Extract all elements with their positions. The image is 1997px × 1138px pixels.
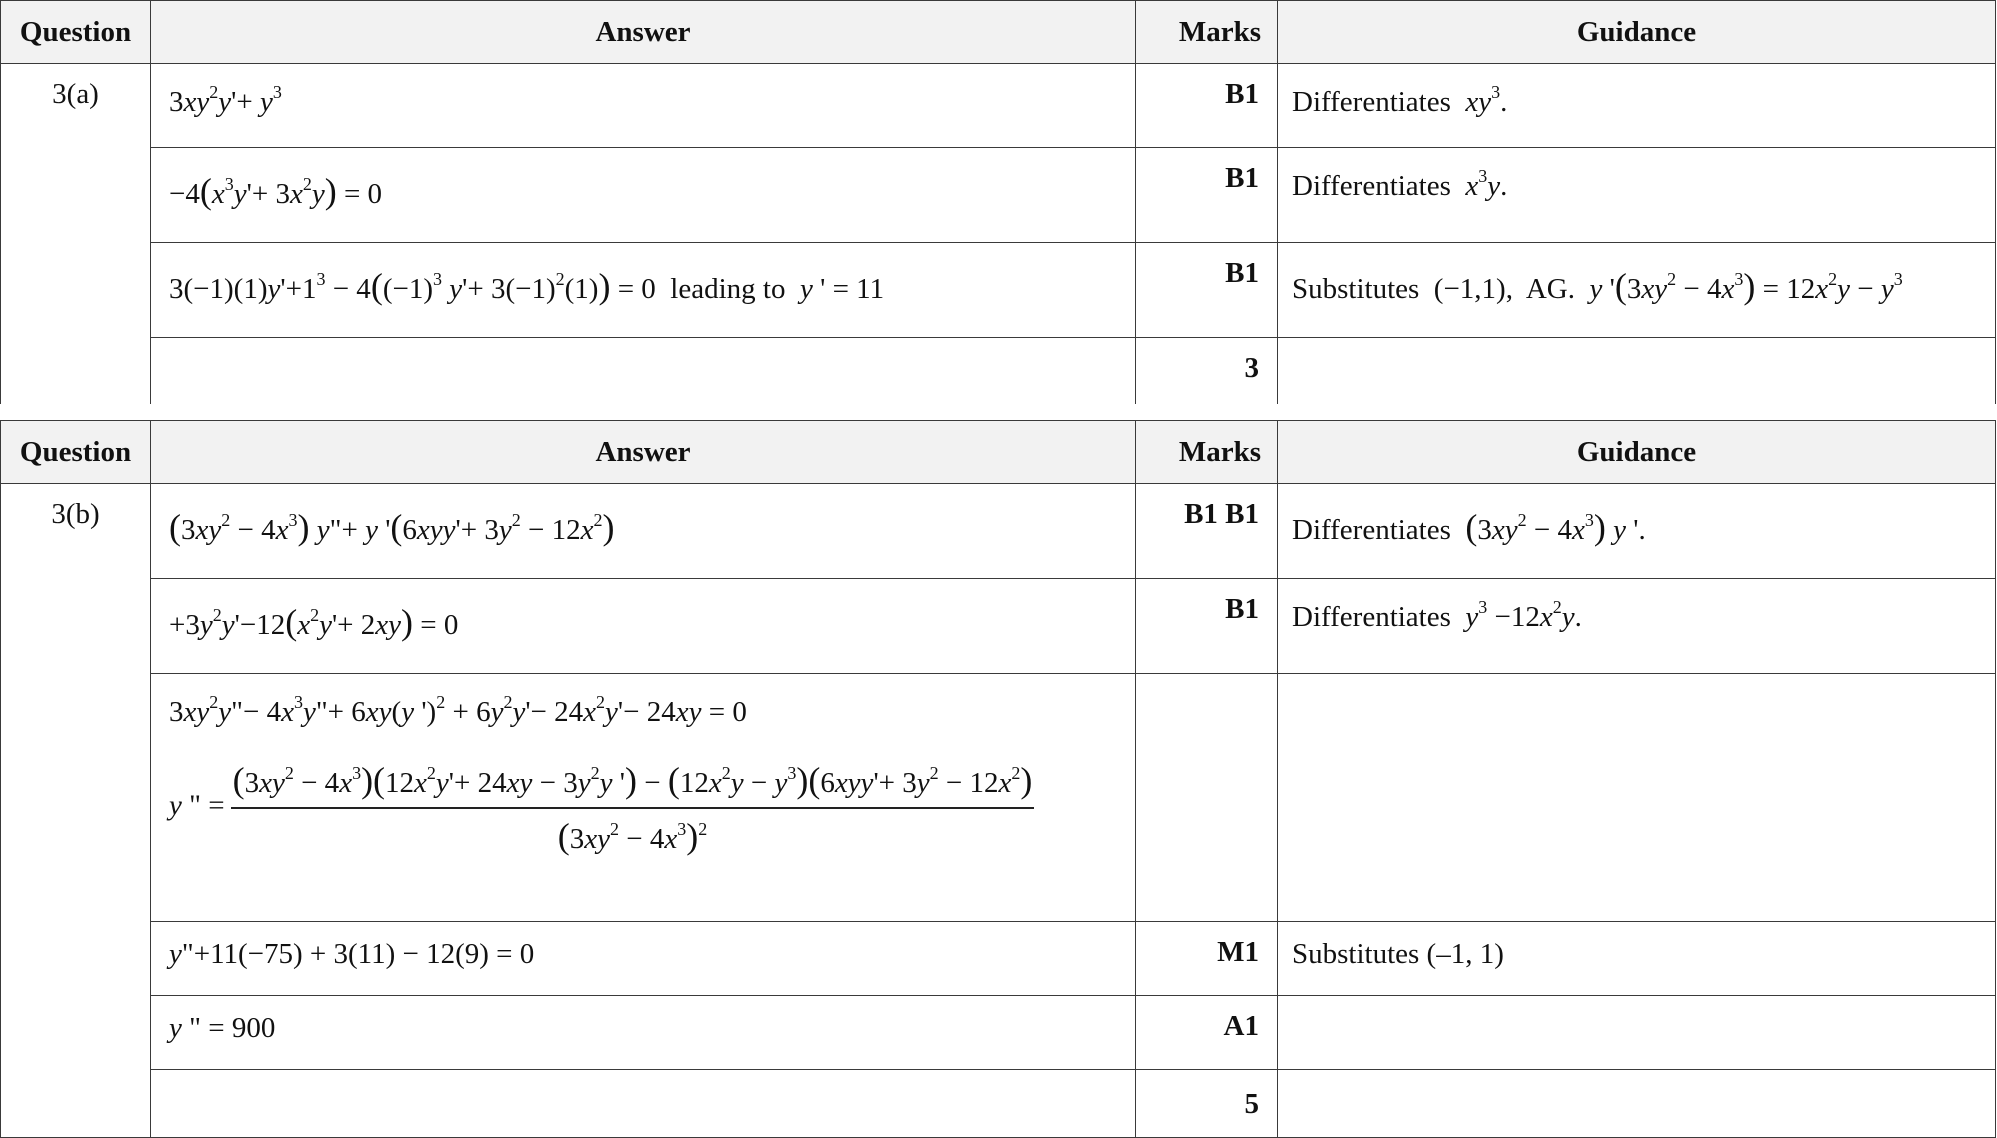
marks-cell: M1 — [1136, 922, 1278, 996]
answer-math: y"+11(−75) + 3(11) − 12(9) = 0 — [169, 938, 535, 970]
guidance-math: Differentiates $y^3 -12x^2y$. — [1292, 597, 1582, 633]
answer-cell — [151, 579, 1136, 674]
answer-math: y " = 900 — [169, 1012, 276, 1044]
header-row — [1, 421, 1996, 484]
guidance-math: Differentiates $(3xy^2 - 4x^3)$ y '. — [1292, 507, 1646, 547]
table-row-total — [1, 338, 1996, 404]
marks-total: 5 — [1136, 1070, 1278, 1138]
guidance-cell-empty — [1278, 1070, 1996, 1138]
marks-cell: B1 — [1136, 64, 1278, 148]
header-marks: Marks — [1136, 421, 1278, 484]
header-answer: Answer — [151, 1, 1136, 64]
marks-cell-empty — [1136, 674, 1278, 922]
answer-cell — [151, 674, 1136, 922]
header-row — [1, 1, 1996, 64]
answer-math: $3xy^2y'+ y^3$ — [169, 82, 282, 118]
mark-scheme-table-3a — [0, 0, 1996, 404]
marks-cell: B1 B1 — [1136, 484, 1278, 579]
table-row — [1, 579, 1996, 674]
guidance-cell — [1278, 484, 1996, 579]
answer-cell — [151, 64, 1136, 148]
answer-math-fraction: y " = $(3xy^2 - 4x^3)(12x^2y'+ 24xy - 3y^2y$ ') − $(12x^2y - y^3)(6xyy'+ 3y^2 - 12x^2)$ $(3xy^2 - 4x^3)^2$ — [169, 760, 1033, 856]
table-row-total — [1, 1070, 1996, 1138]
table-row — [1, 484, 1996, 579]
guidance-cell: Substitutes (–1, 1) — [1278, 922, 1996, 996]
table-row — [1, 996, 1996, 1070]
guidance-cell-empty — [1278, 996, 1996, 1070]
guidance-cell-empty — [1278, 674, 1996, 922]
guidance-math: Differentiates $xy^3$. — [1292, 82, 1508, 118]
header-guidance: Guidance — [1278, 421, 1996, 484]
table-row — [1, 243, 1996, 338]
marks-cell: A1 — [1136, 996, 1278, 1070]
table-row — [1, 64, 1996, 148]
guidance-cell-empty — [1278, 338, 1996, 404]
guidance-cell — [1278, 579, 1996, 674]
answer-math: $3xy^2y"-$ $4x^3y"+ 6xy(y$ ')$^2 + 6y^2y'- 24x^2y'- 24xy = 0$ — [169, 692, 747, 728]
answer-cell — [151, 922, 1136, 996]
marks-cell: B1 — [1136, 243, 1278, 338]
answer-cell-empty — [151, 338, 1136, 404]
guidance-math: Differentiates $x^3y$. — [1292, 166, 1508, 202]
table-row — [1, 674, 1996, 922]
question-label: 3(b) — [1, 484, 151, 1138]
guidance-cell — [1278, 148, 1996, 243]
answer-cell — [151, 243, 1136, 338]
answer-math: $+3y^2y'-12(x^2y'+ 2xy) = 0$ — [169, 602, 459, 642]
answer-cell — [151, 148, 1136, 243]
answer-cell-empty — [151, 1070, 1136, 1138]
marks-total: 3 — [1136, 338, 1278, 404]
table-row — [1, 148, 1996, 243]
answer-math: $-4(x^3y'+ 3x^2y) = 0$ — [169, 171, 383, 211]
guidance-math: Substitutes (−1,1), AG. y '$(3xy^2 - 4x^3) = 12x^2y - y^3$ — [1292, 266, 1903, 306]
marks-cell: B1 — [1136, 148, 1278, 243]
header-guidance: Guidance — [1278, 1, 1996, 64]
table-row — [1, 922, 1996, 996]
answer-cell — [151, 484, 1136, 579]
guidance-cell — [1278, 64, 1996, 148]
guidance-cell — [1278, 243, 1996, 338]
answer-math: $(3xy^2 - 4x^3)$ y"+ y '$(6xyy'+ 3y^2 - 12x^2)$ — [169, 507, 615, 547]
header-question: Question — [1, 1, 151, 64]
header-marks: Marks — [1136, 1, 1278, 64]
answer-cell — [151, 996, 1136, 1070]
question-label: 3(a) — [1, 64, 151, 404]
header-question: Question — [1, 421, 151, 484]
answer-math: $3(-1)(1)y'+1^3 - 4((-1)^3$ $y'+ 3(-1)^2(1)) = 0$ leading to y ' = 11 — [169, 266, 885, 306]
marks-cell: B1 — [1136, 579, 1278, 674]
mark-scheme-table-3b — [0, 420, 1996, 1138]
header-answer: Answer — [151, 421, 1136, 484]
